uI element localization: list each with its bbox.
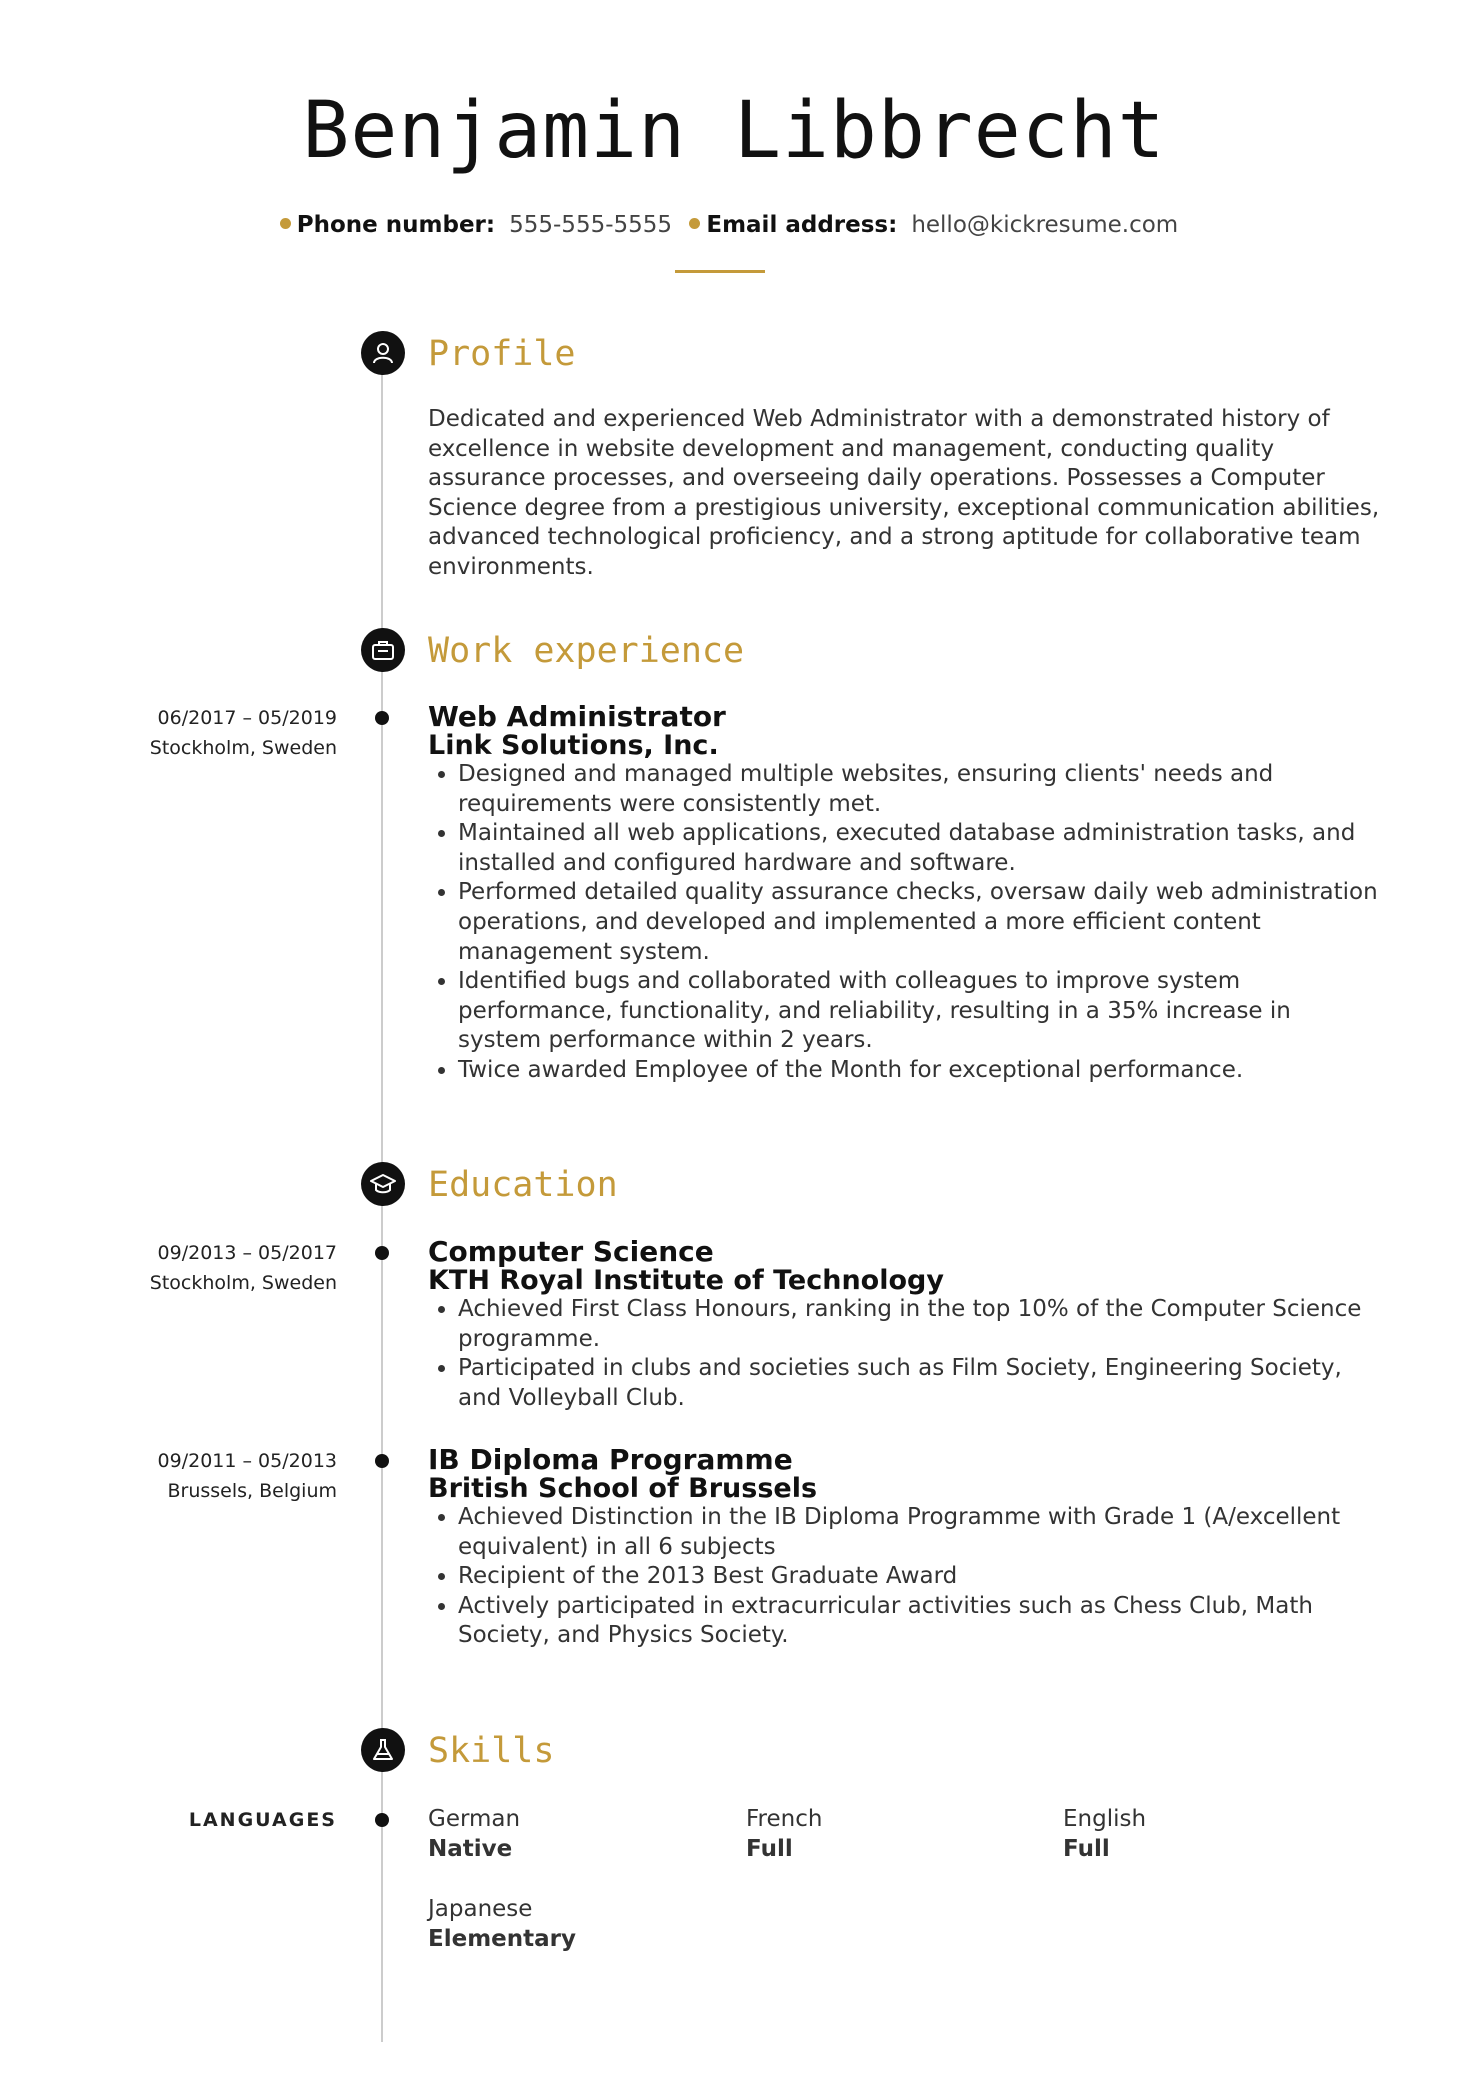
list-item: • Achieved First Class Honours, ranking in the top 10% of the Computer Science programme.	[458, 1295, 1368, 1354]
language-name: Japanese	[428, 1896, 533, 1922]
entry-dot	[375, 1246, 389, 1260]
flask-icon	[361, 1728, 405, 1772]
entry-dates: 09/2011 – 05/2013	[157, 1450, 337, 1472]
entry-dot	[375, 1813, 389, 1827]
briefcase-icon	[361, 628, 405, 672]
language-name: English	[1063, 1806, 1147, 1832]
profile-summary: Dedicated and experienced Web Administrator with a demonstrated history of excellence in website development and management, conducting quality assurance processes, and overseeing daily operations. Possesses a Computer Science degree from a prestigious university, exceptional communication abilities, advanced technological proficiency, and a strong aptitude for collaborative team environments.	[428, 406, 1380, 580]
language-level: Native	[428, 1835, 513, 1862]
section-title-education: Education	[428, 1165, 618, 1205]
phone-label: Phone number:	[296, 212, 496, 238]
email-label: Email address:	[706, 212, 898, 238]
entry-role: Web Administrator	[428, 700, 726, 733]
bullet-dot-icon	[280, 218, 291, 229]
entry-location: Stockholm, Sweden	[149, 737, 337, 759]
email-value: hello@kickresume.com	[911, 212, 1179, 238]
entry-role: IB Diploma Programme	[428, 1443, 793, 1476]
list-item: • Identified bugs and collaborated with colleagues to improve system performance, functionality, and reliability, resulting in a 35% increase in system performance within 2 years.	[458, 967, 1378, 1056]
entry-dates: 06/2017 – 05/2019	[157, 707, 337, 729]
list-item: • Twice awarded Employee of the Month for exceptional performance.	[458, 1056, 1378, 1086]
language-name: German	[428, 1806, 521, 1832]
entry-org: Link Solutions, Inc.	[428, 730, 719, 761]
entry-bullets	[428, 1503, 1368, 1651]
header-divider	[675, 270, 765, 273]
entry-dot	[375, 1454, 389, 1468]
section-title-profile: Profile	[428, 334, 576, 374]
entry-org: British School of Brussels	[428, 1473, 818, 1504]
language-level: Full	[746, 1835, 793, 1862]
language-item	[1063, 1805, 1343, 1864]
entry-bullets	[428, 1295, 1368, 1413]
education-entry	[428, 1445, 1368, 1651]
language-item	[428, 1805, 708, 1864]
education-entry-meta	[80, 1446, 337, 1506]
entry-bullets	[428, 760, 1378, 1086]
work-entry	[428, 702, 1378, 1086]
entry-location: Stockholm, Sweden	[149, 1272, 337, 1294]
entry-dot	[375, 711, 389, 725]
list-item: • Performed detailed quality assurance checks, oversaw daily web administration operations, and developed and implemented a more efficient content management system.	[458, 878, 1378, 967]
work-entry-meta	[80, 703, 337, 763]
bullet-dot-icon	[689, 218, 700, 229]
education-entry-meta	[80, 1238, 337, 1298]
language-name: French	[746, 1806, 823, 1832]
language-level: Elementary	[428, 1925, 576, 1952]
list-item: • Recipient of the 2013 Best Graduate Award	[458, 1562, 1368, 1592]
entry-dates: 09/2013 – 05/2017	[157, 1242, 337, 1264]
languages-label: LANGUAGES	[188, 1809, 337, 1831]
list-item: • Designed and managed multiple websites, ensuring clients' needs and requirements were consistently met.	[458, 760, 1378, 819]
entry-role: Computer Science	[428, 1235, 714, 1268]
section-title-work: Work experience	[428, 631, 745, 671]
phone-value: 555-555-5555	[509, 212, 673, 238]
education-entry	[428, 1237, 1368, 1413]
section-title-skills: Skills	[428, 1731, 555, 1771]
list-item: • Achieved Distinction in the IB Diploma Programme with Grade 1 (A/excellent equivalent) in all 6 subjects	[458, 1503, 1368, 1562]
entry-org: KTH Royal Institute of Technology	[428, 1265, 944, 1296]
person-icon	[361, 331, 405, 375]
candidate-name: Benjamin Libbrecht	[302, 86, 1166, 176]
language-item	[746, 1805, 1026, 1864]
language-level: Full	[1063, 1835, 1110, 1862]
list-item: • Actively participated in extracurricular activities such as Chess Club, Math Society, and Physics Society.	[458, 1592, 1368, 1651]
contact-line	[0, 212, 1468, 238]
graduation-cap-icon	[361, 1162, 405, 1206]
skills-meta	[80, 1805, 337, 1835]
list-item: • Maintained all web applications, executed database administration tasks, and installed and configured hardware and software.	[458, 819, 1378, 878]
list-item: • Participated in clubs and societies such as Film Society, Engineering Society, and Volleyball Club.	[458, 1354, 1368, 1413]
entry-location: Brussels, Belgium	[167, 1480, 337, 1502]
language-item	[428, 1895, 708, 1954]
